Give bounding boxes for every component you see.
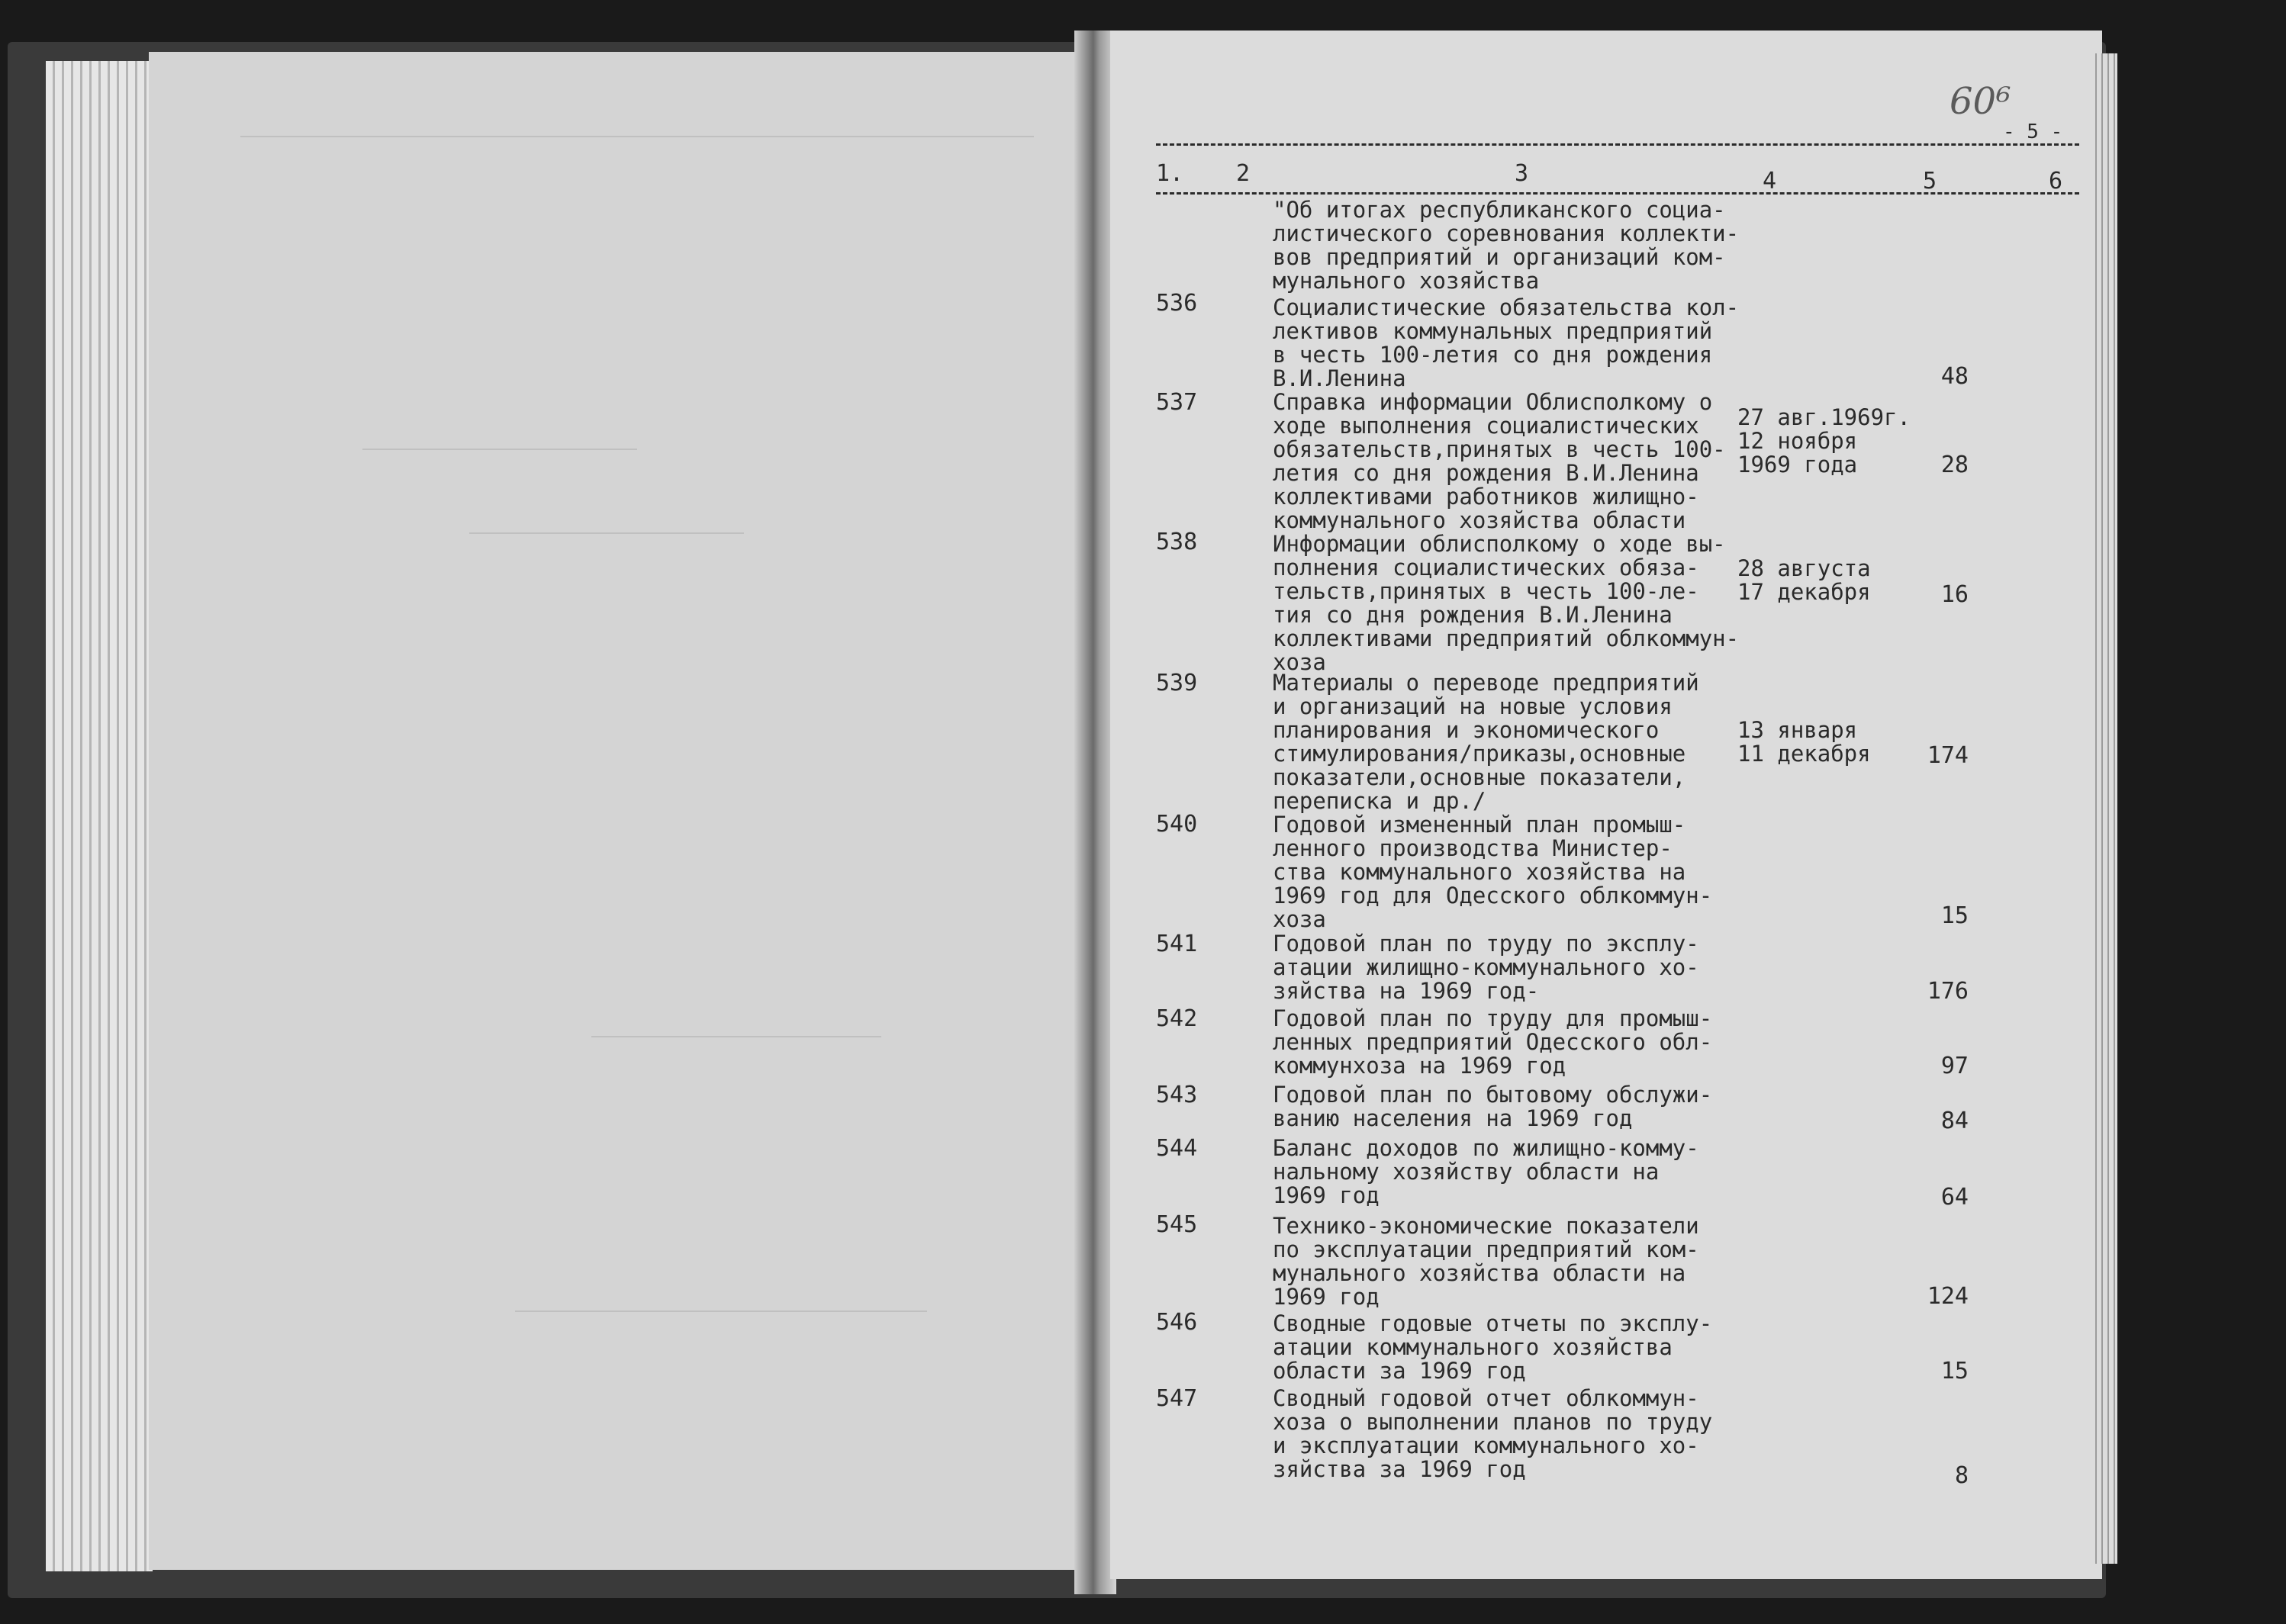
entry-title: Социалистические обязательства кол- лективов коммунальных предприятий в честь 100-летия со дня рождения В.И.Ленина xyxy=(1273,294,1740,391)
page-number: - 5 - xyxy=(2003,121,2063,143)
entry-sheet-count: 8 xyxy=(1954,1462,1969,1489)
left-page xyxy=(149,52,1080,1570)
bleed-through-line xyxy=(515,1310,927,1312)
entry-title: Годовой план по труду по эксплу- атации жилищно-коммунального хо- зяйства на 1969 год- xyxy=(1273,931,1699,1004)
entry-number: 539 xyxy=(1156,670,1198,696)
entry-title: Годовой план по бытовому обслужи- ванию населения на 1969 год xyxy=(1273,1082,1713,1131)
entry-number: 545 xyxy=(1156,1211,1198,1238)
entry-number: 546 xyxy=(1156,1309,1198,1336)
entry-sheet-count: 15 xyxy=(1940,902,1969,929)
entry-title: Справка информации Облисполкому о ходе выполнения социалистических обязательств,принятых в честь 100- летия со дня рождения В.И.Ленина коллективами работников жилищно- коммунального хозяйства области xyxy=(1273,389,1726,533)
entry-sheet-count: 48 xyxy=(1940,363,1969,390)
bleed-through-line xyxy=(240,136,1034,137)
entry-title: Информации облисполкому о ходе вы- полнения социалистических обяза- тельств,принятых в честь 100-ле- тия со дня рождения В.И.Ленина коллективами предприятий облкоммун- хоза xyxy=(1273,531,1740,675)
entry-number: 538 xyxy=(1156,529,1198,555)
entry-sheet-count: 174 xyxy=(1927,742,1969,769)
entry-sheet-count: 28 xyxy=(1940,452,1969,478)
entry-dates: 27 авг.1969г. 12 ноября 1969 года xyxy=(1737,404,1911,478)
entry-sheet-count: 16 xyxy=(1940,581,1969,608)
column-header-6: 6 xyxy=(2049,168,2063,195)
entry-title: Сводный годовой отчет облкоммун- хоза о выполнении планов по труду и эксплуатации коммунального хо- зяйства за 1969 год xyxy=(1273,1385,1713,1482)
entry-title: Баланс доходов по жилищно-комму- нальному хозяйству области на 1969 год xyxy=(1273,1135,1699,1208)
entry-title: Сводные годовые отчеты по эксплу- атации коммунального хозяйства области за 1969 год xyxy=(1273,1310,1713,1384)
column-header-4: 4 xyxy=(1763,168,1777,195)
entry-title: Материалы о переводе предприятий и организаций на новые условия планирования и экономического стимулирования/приказы,основные показатели,основные показатели, переписка и др./ xyxy=(1273,670,1699,814)
left-page-edges xyxy=(46,61,153,1571)
bleed-through-line xyxy=(362,449,637,450)
entry-number: 541 xyxy=(1156,931,1198,957)
entry-number: 547 xyxy=(1156,1385,1198,1412)
entry-number: 544 xyxy=(1156,1135,1198,1162)
entry-title: Технико-экономические показатели по эксплуатации предприятий ком- мунального хозяйства области на 1969 год xyxy=(1273,1213,1699,1310)
bleed-through-line xyxy=(591,1036,881,1037)
entry-sheet-count: 15 xyxy=(1940,1358,1969,1384)
header-top-rule xyxy=(1156,143,2079,146)
entry-sheet-count: 64 xyxy=(1940,1184,1969,1211)
entry-sheet-count: 84 xyxy=(1940,1108,1969,1134)
entry-sheet-count: 176 xyxy=(1927,978,1969,1005)
entry-number: 543 xyxy=(1156,1082,1198,1108)
entry-number: 540 xyxy=(1156,811,1198,838)
right-page-edge xyxy=(2091,53,2117,1564)
entry-number: 536 xyxy=(1156,290,1198,317)
column-header-5: 5 xyxy=(1923,168,1937,195)
entry-sheet-count: 124 xyxy=(1927,1283,1969,1310)
column-header-1: 1. xyxy=(1156,160,1184,187)
entry-title: Годовой измененный план промыш- ленного производства Министер- ства коммунального хозяйства на 1969 год для Одесского облкоммун- хоза xyxy=(1273,812,1713,932)
handwritten-folio-number: 60⁶ xyxy=(1950,80,2011,123)
bleed-through-line xyxy=(469,532,744,534)
entry-sheet-count: 97 xyxy=(1940,1053,1969,1079)
entry-number: 542 xyxy=(1156,1005,1198,1032)
entry-title: Годовой план по труду для промыш- ленных предприятий Одесского обл- коммунхоза на 1969 год xyxy=(1273,1005,1713,1079)
column-header-2: 2 xyxy=(1236,160,1251,187)
entry-dates: 28 августа 17 декабря xyxy=(1737,555,1871,605)
entry-dates: 13 января 11 декабря xyxy=(1737,717,1871,767)
column-header-3: 3 xyxy=(1515,160,1529,187)
entry-number: 537 xyxy=(1156,389,1198,416)
header-bottom-rule xyxy=(1156,192,2079,195)
entry-title: "Об итогах республиканского социа- листического соревнования коллекти- вов предприятий и организаций ком- мунального хозяйства xyxy=(1273,197,1740,294)
